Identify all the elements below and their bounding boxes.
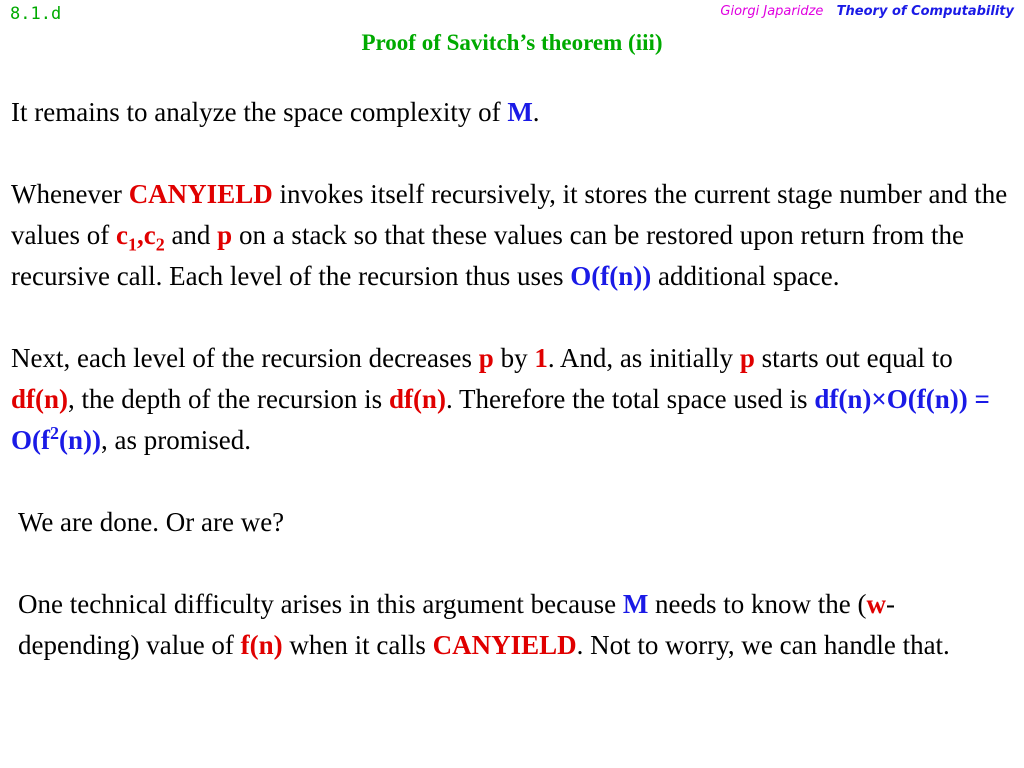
text: . And, as initially [547, 343, 740, 373]
text: Next, each level of the recursion decreases [11, 343, 479, 373]
slide-number: 8.1.d [10, 4, 62, 24]
slide-content [11, 92, 1016, 707]
comma: , [136, 220, 144, 250]
machine-m: M [622, 589, 649, 619]
text: , as promised. [100, 425, 251, 455]
var-p: p [739, 343, 755, 373]
subscript: 1 [127, 234, 137, 255]
page-title: Proof of Savitch’s theorem (iii) [361, 30, 663, 55]
var-w: w [866, 589, 886, 619]
text: One technical difficulty arises in this argument because [18, 589, 623, 619]
function-fn: f(n) [240, 630, 283, 660]
var-p: p [478, 343, 494, 373]
text: additional space. [651, 261, 840, 291]
var-c: c [115, 220, 128, 250]
paragraph-recursion-stack [11, 174, 1016, 297]
text: by [493, 343, 535, 373]
var-c: c [143, 220, 156, 250]
machine-m: M [507, 97, 533, 127]
paragraph-space-complexity [11, 92, 1016, 133]
author-name: Giorgi Japaridze [720, 4, 824, 19]
paragraph-difficulty [18, 584, 1016, 666]
expression-text: (n)) [58, 425, 101, 455]
depth-term: df(n) [11, 384, 69, 414]
expression-text: df(n)×O(f(n)) = O(f [11, 384, 990, 455]
text: invokes itself recursively, it stores the current stage number and the values of [11, 179, 1008, 250]
text: . [532, 97, 540, 127]
canyield: CANYIELD [128, 179, 273, 209]
text: when it calls [282, 630, 433, 660]
text: needs to know the ( [648, 589, 867, 619]
text: starts out equal to [754, 343, 953, 373]
paragraph-recursion-depth [11, 338, 1016, 461]
number-one: 1 [534, 343, 548, 373]
text: -depending) value of [18, 589, 895, 660]
text: . Not to worry, we can handle that. [576, 630, 950, 660]
superscript: 2 [49, 423, 59, 443]
paragraph-done [18, 502, 1016, 543]
depth-term: df(n) [388, 384, 446, 414]
course-title: Theory of Computability [836, 4, 1014, 19]
subscript: 2 [155, 234, 165, 255]
text: on a stack so that these values can be restored upon return from the recursive call. Each level of the recursion thus uses [11, 220, 964, 291]
text: It remains to analyze the space complexity of [11, 97, 508, 127]
text: and [164, 220, 218, 250]
text: . Therefore the total space used is [445, 384, 815, 414]
canyield: CANYIELD [432, 630, 577, 660]
header-attribution [720, 3, 1014, 19]
text: Whenever [11, 179, 129, 209]
text: , the depth of the recursion is [68, 384, 389, 414]
space-term: O(f(n)) [570, 261, 652, 291]
var-p: p [217, 220, 233, 250]
text: We are done. Or are we? [18, 507, 285, 537]
